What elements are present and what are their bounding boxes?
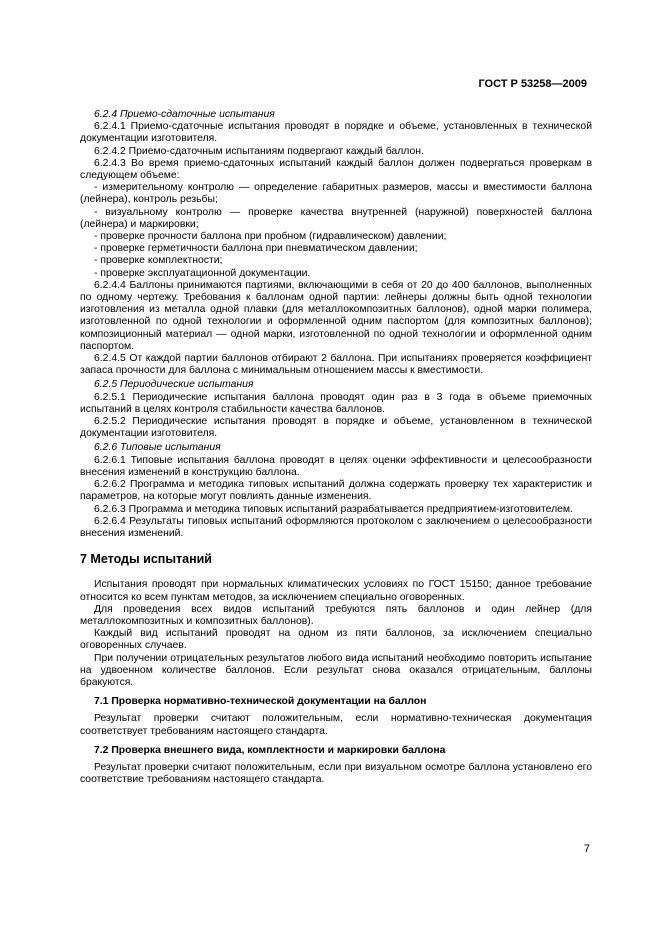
page-number: 7 [583, 843, 590, 855]
subsection-title-7-2: 7.2 Проверка внешнего вида, комплектности и маркировки баллона [94, 744, 446, 756]
subsection-title-6-2-6: 6.2.6 Типовые испытания [94, 442, 221, 454]
list-item: - проверке комплектности; [94, 255, 223, 267]
paragraph-6-2-4-5: 6.2.4.5 От каждой партии баллонов отбирают 2 баллона. При испытаниях проверяется коэффициент запаса прочности для баллона с минимальным отношением массы к вместимости. [80, 353, 592, 377]
subsection-title-6-2-4: 6.2.4 Приемо-сдаточные испытания [94, 109, 275, 120]
paragraph-6-2-4-1: 6.2.4.1 Приемо-сдаточные испытания проводят в порядке и объеме, установленных в технической документации изготовителя. [80, 121, 592, 145]
document-code: ГОСТ Р 53258—2009 [478, 78, 587, 90]
paragraph-7-intro-3: Каждый вид испытаний проводят на одном из пяти баллонов, за исключением специально оговоренных случаев. [80, 628, 592, 652]
list-item: - проверке эксплуатационной документации. [94, 267, 311, 279]
paragraph-6-2-6-3: 6.2.6.3 Программа и методика типовых испытаний разрабатывается предприятием-изготовителем. [94, 503, 573, 515]
subsection-title-7-1: 7.1 Проверка нормативно-технической документации на баллон [94, 696, 427, 708]
paragraph-7-intro-4: При получении отрицательных результатов любого вида испытаний необходимо повторить испытание на удвоенном количестве баллонов. Если результат снова оказался отрицательным, баллоны бракуются. [80, 652, 592, 688]
list-item: - измерительному контролю — определение габаритных размеров, массы и вместимости баллона (лейнера), контроль резьбы; [80, 182, 592, 206]
list-item: - проверке герметичности баллона при пневматическом давлении; [94, 243, 418, 255]
paragraph-6-2-6-4: 6.2.6.4 Результаты типовых испытаний оформляются протоколом с заключением о целесообразности внесения изменений. [80, 515, 592, 539]
paragraph-7-intro-1: Испытания проводят при нормальных климатических условиях по ГОСТ 15150; данное требование относится ко всем пунктам методов, за исключением специально оговоренных. [80, 579, 592, 603]
paragraph-6-2-4-3: 6.2.4.3 Во время приемо-сдаточных испытаний каждый баллон должен подвергаться проверкам в следующем объеме: [80, 157, 592, 182]
paragraph-6-2-5-2: 6.2.5.2 Периодические испытания проводят в порядке и объеме, установленном в технической документации изготовителя. [80, 416, 592, 440]
section-title-7: 7 Методы испытаний [80, 552, 212, 567]
paragraph-6-2-6-2: 6.2.6.2 Программа и методика типовых испытаний должна содержать проверку тех характеристик и параметров, на которые могут повлиять данные изменения. [80, 479, 592, 503]
paragraph-6-2-4-4: 6.2.4.4 Баллоны принимаются партиями, включающими в себя от 20 до 400 баллонов, выполненных по одному чертежу. Требования к баллонам одной партии: лейнеры должны быть одной технологии изготовления из металла одной плавки (для металлокомпозитных баллонов), одной марки полимера, изготовленной по одной технологии и оформленной одним паспортом (для композитных баллонов); композиционный материал — одной марки, изготовленной по одной технологии и оформленной одним паспортом. [80, 279, 592, 352]
list-item: - проверке прочности баллона при пробном (гидравлическом) давлении; [94, 231, 447, 243]
paragraph-6-2-6-1: 6.2.6.1 Типовые испытания баллона проводят в целях оценки эффективности и целесообразности внесения изменений в конструкцию баллона. [80, 454, 592, 478]
paragraph-7-2: Результат проверки считают положительным, если при визуальном осмотре баллона установлено его соответствие требованиям настоящего стандарта. [80, 761, 592, 786]
list-item: - визуальному контролю — проверке качества внутренней (наружной) поверхностей баллона (лейнера) и маркировки; [80, 206, 592, 230]
paragraph-7-1: Результат проверки считают положительным, если нормативно-техническая документация соответствует требованиям настоящего стандарта. [80, 713, 592, 737]
paragraph-6-2-4-2: 6.2.4.2 Приемо-сдаточным испытаниям подвергают каждый баллон. [94, 145, 424, 157]
page-content [80, 107, 592, 786]
paragraph-7-intro-2: Для проведения всех видов испытаний требуются пять баллонов и один лейнер (для металлокомпозитных и композитных баллонов). [80, 603, 592, 627]
paragraph-6-2-5-1: 6.2.5.1 Периодические испытания баллона проводят один раз в 3 года в объеме приемочных испытаний в целях контроля стабильности качества баллонов. [80, 391, 592, 415]
subsection-title-6-2-5: 6.2.5 Периодические испытания [94, 379, 254, 391]
